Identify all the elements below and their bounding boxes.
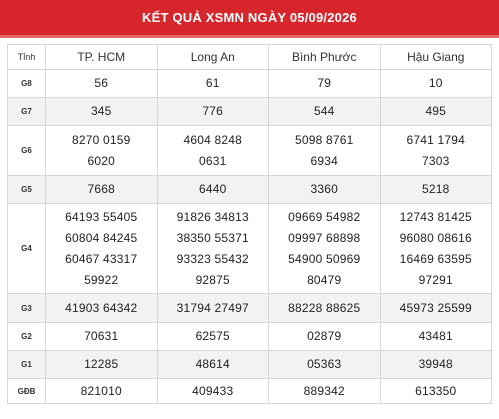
results-table-wrapper [0,38,499,404]
result-cell [269,98,381,126]
winning-number: 02879 [307,329,342,343]
winning-number: 91826 34813 [176,209,249,224]
winning-number: 31794 27497 [176,300,249,315]
result-cell [269,351,381,379]
prize-label: G2 [8,323,46,351]
winning-number: 10 [428,76,443,90]
result-cell [46,379,158,404]
winning-number: 6934 [310,153,338,168]
result-cell [157,126,269,176]
winning-number: 59922 [84,272,119,287]
winning-number: 48614 [195,357,230,371]
winning-number: 0631 [199,153,227,168]
winning-number: 889342 [303,383,345,398]
winning-number: 60467 43317 [65,251,138,266]
result-cell [380,379,492,404]
result-cell [46,323,158,351]
winning-number: 41903 64342 [65,300,138,315]
winning-number: 345 [90,104,112,118]
result-cell [380,294,492,323]
result-cell [269,379,381,404]
result-cell [269,176,381,204]
result-cell [46,351,158,379]
prize-label: G1 [8,351,46,379]
winning-number: 7303 [422,153,450,168]
header-long-an: Long An [157,45,269,70]
result-cell [380,204,492,294]
prize-label: GĐB [8,379,46,404]
winning-number: 92875 [195,272,230,287]
result-cell [157,70,269,98]
result-cell [46,98,158,126]
table-row [8,98,492,126]
winning-number: 97291 [418,272,453,287]
result-cell [46,294,158,323]
table-header-row [8,45,492,70]
winning-number: 38350 55371 [176,230,249,245]
table-row [8,176,492,204]
result-cell [46,126,158,176]
winning-number: 09669 54982 [288,209,361,224]
winning-number: 43481 [418,329,453,343]
winning-number: 70631 [84,329,119,343]
winning-number: 62575 [195,329,230,343]
winning-number: 7668 [87,182,115,196]
winning-number: 56 [94,76,109,90]
winning-number: 4604 8248 [183,132,243,147]
result-cell [157,351,269,379]
table-row [8,351,492,379]
winning-number: 3360 [310,182,338,196]
prize-label: G5 [8,176,46,204]
table-row [8,323,492,351]
winning-number: 79 [317,76,332,90]
result-cell [46,176,158,204]
lottery-results-table [7,44,492,404]
result-cell [46,70,158,98]
result-cell [269,323,381,351]
winning-number: 88228 88625 [288,300,361,315]
result-cell [269,204,381,294]
winning-number: 776 [202,104,224,118]
winning-number: 5218 [422,182,450,196]
table-row [8,70,492,98]
winning-number: 61 [205,76,220,90]
winning-number: 80479 [307,272,342,287]
winning-number: 613350 [415,383,457,398]
result-cell [269,70,381,98]
table-row [8,204,492,294]
winning-number: 54900 50969 [288,251,361,266]
winning-number: 5098 8761 [294,132,354,147]
result-cell [380,70,492,98]
table-row [8,126,492,176]
prize-label: G3 [8,294,46,323]
winning-number: 93323 55432 [176,251,249,266]
prize-label: G4 [8,204,46,294]
header-province: Tỉnh [8,45,46,70]
result-cell [157,323,269,351]
prize-label: G7 [8,98,46,126]
table-row [8,379,492,404]
winning-number: 495 [425,104,447,118]
prize-label: G8 [8,70,46,98]
winning-number: 6440 [199,182,227,196]
header-binh-phuoc: Bình Phước [269,45,381,70]
results-title: KẾT QUẢ XSMN NGÀY 05/09/2026 [142,10,357,25]
winning-number: 12285 [84,357,119,371]
header-tp-hcm: TP. HCM [46,45,158,70]
winning-number: 64193 55405 [65,209,138,224]
winning-number: 60804 84245 [65,230,138,245]
winning-number: 544 [313,104,335,118]
winning-number: 09997 68898 [288,230,361,245]
winning-number: 16469 63595 [399,251,472,266]
winning-number: 6020 [87,153,115,168]
result-cell [380,98,492,126]
result-cell [157,98,269,126]
result-cell [157,294,269,323]
result-cell [46,204,158,294]
winning-number: 8270 0159 [71,132,131,147]
winning-number: 96080 08616 [399,230,472,245]
results-body [8,70,492,404]
table-row [8,294,492,323]
result-cell [380,176,492,204]
winning-number: 05363 [307,357,342,371]
result-cell [157,379,269,404]
winning-number: 409433 [192,383,234,398]
prize-label: G6 [8,126,46,176]
header-hau-giang: Hậu Giang [380,45,492,70]
results-title-banner [0,0,499,38]
winning-number: 12743 81425 [399,209,472,224]
winning-number: 821010 [80,383,122,398]
winning-number: 6741 1794 [406,132,466,147]
result-cell [157,204,269,294]
result-cell [157,176,269,204]
result-cell [380,351,492,379]
result-cell [380,126,492,176]
result-cell [380,323,492,351]
winning-number: 45973 25599 [399,300,472,315]
winning-number: 39948 [418,357,453,371]
result-cell [269,126,381,176]
result-cell [269,294,381,323]
